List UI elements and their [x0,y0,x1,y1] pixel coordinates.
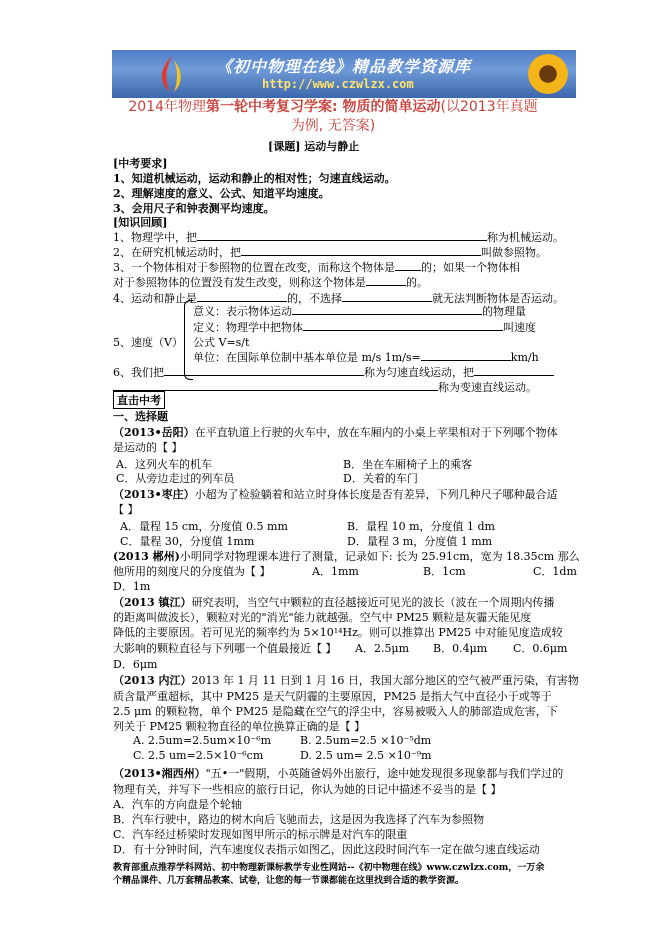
question-5-text: 2013 年 1 月 11 日到 1 月 16 日，我国大部分地区的空气被严重污染，有害物 [191,674,579,687]
review-q1 [113,229,564,245]
question-6-option-c[interactable]: C．汽车经过桥梁时发现如图甲所示的标示牌是对汽车的限重 [113,828,408,841]
question-5-option-c[interactable]: C. 2.5 um=2.5×10⁻⁶cm [133,749,264,762]
question-5-option-b[interactable]: B. 2.5um=2.5 ×10⁻⁵dm [300,734,432,747]
review-q5-label: 5、速度（V） [113,336,183,349]
question-6-text: "五•一"假期，小英随爸妈外出旅行，途中她发现很多现象都与我们学过的 [205,767,564,780]
document-title [108,98,558,136]
blank[interactable] [292,314,482,315]
blank[interactable] [395,270,421,271]
section-heading: 一、选择题 [113,410,168,423]
review-q2-end: 叫做参照物。 [481,246,547,259]
review-q5-unit [193,349,539,365]
question-6-line2: 物理有关，并写下一些相应的旅行日记，你认为她的日记中描述不妥当的是【 】 [113,783,502,796]
blank[interactable] [342,301,432,302]
review-q6-text: 6、我们把 [113,366,164,379]
question-2-source: （2013•枣庄） [113,488,195,501]
question-5-source: （2013 内江） [113,674,192,687]
blank[interactable] [303,330,503,331]
question-3-line1 [113,548,580,564]
review-q4-text: 4、运动和静止是 [113,292,197,305]
review-q6-line2 [113,379,537,395]
question-3-source: (2013 郴州) [113,550,180,563]
blank[interactable] [241,255,481,256]
question-4-source: （2013 镇江） [113,596,192,609]
question-5-option-a[interactable]: A. 2.5um=2.5um×10⁻⁶m [133,734,272,747]
review-q5-unit-end: km/h [510,351,539,364]
question-4-line2: 的距离叫做波长），颗粒对光的"消光"能力就越强。空气中 PM25 颗粒是灰霾天能见度 [113,611,532,624]
question-4-line4: 大影响的颗粒直径与下列哪一个值最接近【 】 [113,642,337,655]
review-q5-definition-text: 定义：物理学中把物体 [193,321,303,334]
question-1-option-c[interactable]: C．从旁边走过的列车员 [116,472,235,485]
title-bold: 第一轮中考复习学案: 物质的简单运动 [206,99,441,115]
question-6-option-d[interactable]: D．有十分钟时间，汽车速度仪表指示如图乙，因此这段时间汽车一定在做匀速直线运动 [113,843,540,856]
review-q5-formula: 公式 V=s/t [193,336,250,349]
review-q4-end: 就无法判断物体是否运动。 [432,292,564,305]
question-4-option-c[interactable]: C．0.6μm [513,642,568,655]
review-q3-text-c: 对于参照物体的位置没有发生改变，则称这个物体是 [113,276,366,289]
question-6-source: （2013•湘西州） [113,767,206,780]
title-line2: 为例, 无答案) [290,118,376,134]
blank[interactable] [197,301,287,302]
review-q3-text-b: 的；如果一个物体相 [421,261,520,274]
question-2-option-d[interactable]: D．量程 3 m，分度值 1 mm [347,535,493,548]
question-6-line1 [113,765,563,781]
section-box: 直击中考 [113,391,165,409]
requirement-item-2: 2、理解速度的意义、公式、知道平均速度。 [113,187,330,200]
review-q5-unit-text: 单位：在国际单位制中基本单位是 m/s 1m/s= [193,351,421,364]
review-q5-definition [193,319,536,335]
review-heading: [知识回顾] [113,216,168,229]
banner-title: 《初中物理在线》精品教学资源库 [216,57,472,76]
review-q6-line1 [113,364,554,380]
requirement-item-1: 1、知道机械运动，运动和静止的相对性；匀速直线运动。 [113,172,396,185]
question-6-option-b[interactable]: B．汽车行驶中，路边的树木向后飞驰而去，这是因为我选择了汽车为参照物 [113,813,485,826]
review-q6-end: 称为变速直线运动。 [438,381,537,394]
question-1-text: 在平直轨道上行驶的火车中，放在车厢内的小桌上苹果相对于下列哪个物体 [194,426,558,439]
blank[interactable] [197,240,487,241]
review-q3-line2 [113,274,428,290]
requirements-heading: [中考要求] [113,157,168,170]
question-5-line1 [113,672,579,688]
question-6-option-a[interactable]: A．汽车的方向盘是个轮轴 [113,798,242,811]
question-5-line3: 2.5 μm 的颗粒物，单个 PM25 是隐藏在空气的浮尘中，容易被吸入人的肺部造成危害，下 [113,705,558,718]
question-1-option-d[interactable]: D．关着的车门 [343,472,418,485]
question-5-option-d[interactable]: D. 2.5 um= 2.5 ×10⁻⁹m [300,749,432,762]
question-1-line2: 是运动的【 】 [113,441,183,454]
review-q3-line1 [113,259,520,275]
review-q1-end: 称为机械运动。 [487,231,564,244]
question-4-option-d[interactable]: D．6μm [113,658,158,671]
review-q5-definition-end: 叫速度 [503,321,536,334]
question-4-option-a[interactable]: A．2.5μm [355,642,410,655]
question-3-option-a[interactable]: A．1mm [312,565,359,578]
question-4-text: 研究表明，当空气中颗粒的直径越接近可见光的波长（波在一个周期内传播 [191,596,555,609]
question-2-text: 小超为了检验躺着和站立时身体长度是否有差异，下列几种尺子哪种最合适 [194,488,558,501]
review-q4-text-b: 的，不选择 [287,292,342,305]
lesson-topic: [课题] 运动与静止 [268,140,360,153]
blank[interactable] [421,360,511,361]
question-4-option-b[interactable]: B．0.4μm [433,642,488,655]
question-2-option-c[interactable]: C．量程 30，分度值 1mm [120,535,255,548]
question-3-option-b[interactable]: B．1cm [423,565,466,578]
review-q5-meaning-end: 的物理量 [482,305,526,318]
blank[interactable] [474,375,554,376]
question-2-option-a[interactable]: A．量程 15 cm，分度值 0.5 mm [120,520,288,533]
review-q3-end: 的。 [406,276,428,289]
title-suffix: (以2013年真题 [440,99,538,115]
site-logo-icon [152,52,192,96]
question-3-option-c[interactable]: C．1dm [533,565,577,578]
question-1-line1 [113,424,558,440]
footer-line1: 教育部重点推荐学科网站、初中物理新课标教学专业性网站--《初中物理在线》www.czwlzx.com，一万余 [113,863,545,873]
question-2-option-b[interactable]: B．量程 10 m，分度值 1 dm [347,520,495,533]
question-4-line1 [113,594,554,610]
title-prefix: 2014年物理 [128,99,207,115]
banner-url[interactable]: http://www.czwlzx.com [262,77,414,91]
blank[interactable] [164,375,364,376]
question-3-line2: 他所用的刻度尺的分度值为【 】 [113,565,271,578]
question-4-line3: 降低的主要原因。若可见光的频率约为 5×10¹⁴Hz。则可以推算出 PM25 中对能见度造成较 [113,626,563,639]
question-3-option-d[interactable]: D．1m [113,580,151,593]
question-1-source: （2013•岳阳） [113,426,195,439]
review-q6-text-b: 称为匀速直线运动，把 [364,366,474,379]
review-q2 [113,244,547,260]
review-q1-text: 1、物理学中，把 [113,231,197,244]
sunflower-icon [528,54,568,94]
review-q5-meaning-text: 意义：表示物体运动 [193,305,292,318]
question-2-line1 [113,486,558,502]
review-q2-text: 2、在研究机械运动时，把 [113,246,241,259]
site-banner [112,50,576,98]
blank[interactable] [366,285,406,286]
footer-line2: 个精品课件、几万套精品教案、试卷，让您的每一节课都能在这里找到合适的教学资源。 [113,876,465,886]
question-2-line2: 【 】 [113,503,139,516]
question-5-line2: 质含量严重超标，其中 PM25 是天气阴霾的主要原因，PM25 是指大气中直径小于或等于 [113,690,552,703]
question-5-line4: 列关于 PM25 颗粒物直径的单位换算正确的是【 】 [113,720,366,733]
question-1-option-b[interactable]: B．坐在车厢椅子上的乘客 [343,458,473,471]
requirement-item-3: 3、会用尺子和钟表测平均速度。 [113,202,275,215]
review-q5-meaning [193,303,526,319]
review-q3-text: 3、一个物体相对于参照物的位置在改变，而称这个物体是 [113,261,395,274]
question-1-option-a[interactable]: A．这列火车的机车 [116,458,212,471]
question-3-text: 小明同学对物理课本进行了测量，记录如下: 长为 25.91cm，宽为 18.35cm 那么 [179,550,580,563]
